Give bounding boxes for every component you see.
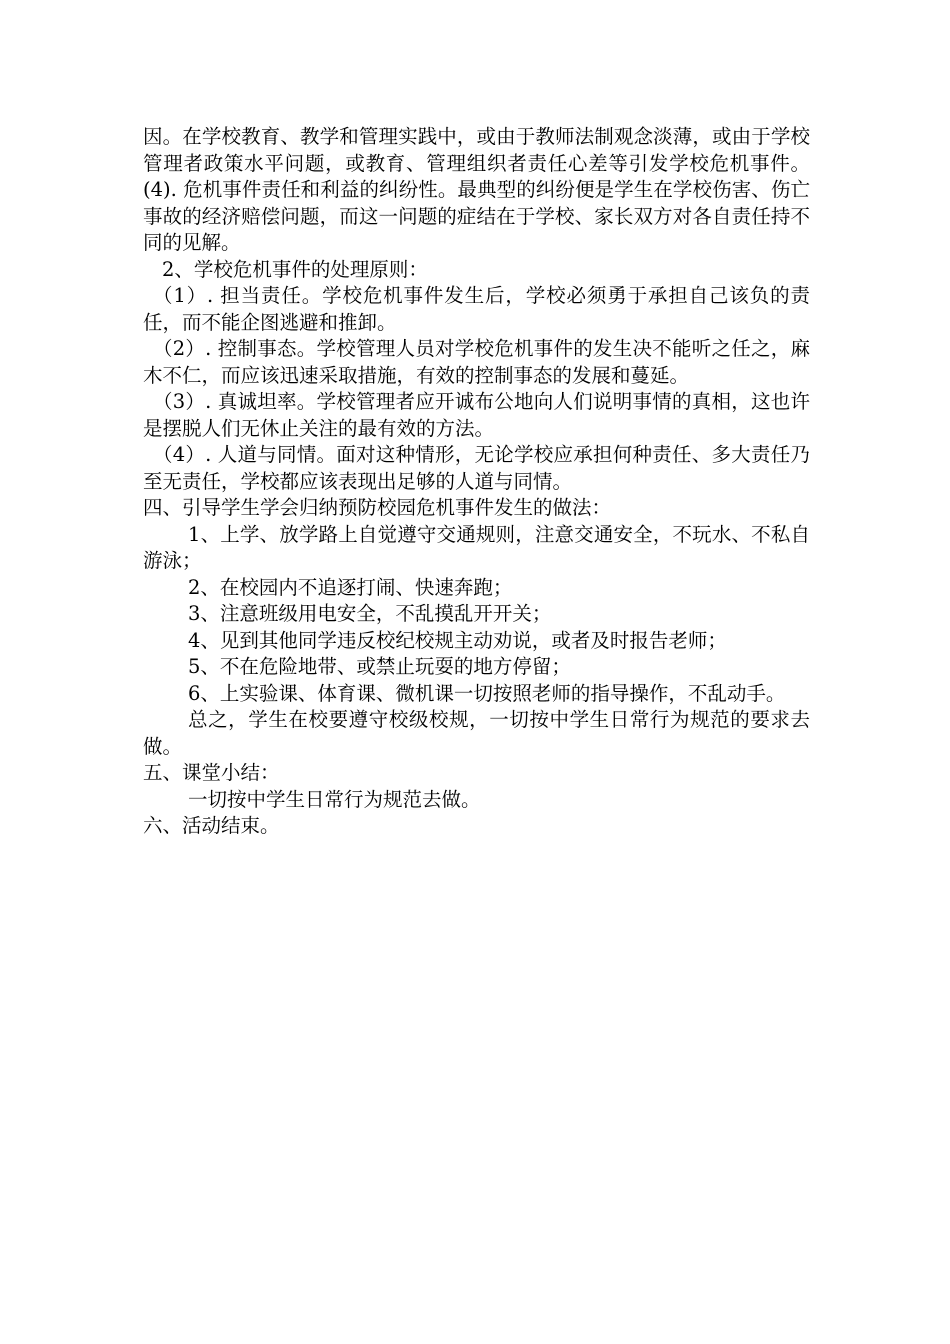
section-heading-four: 四、引导学生学会归纳预防校园危机事件发生的做法：	[143, 496, 612, 519]
list-item-2: 2、在校园内不追逐打闹、快速奔跑；	[188, 575, 513, 599]
list-item-4: 4、见到其他同学违反校纪校规主动劝说，或者及时报告老师；	[188, 628, 727, 652]
list-item-3: 3、注意班级用电安全，不乱摸乱开开关；	[188, 602, 552, 625]
paragraph-principle-2: （2）. 控制事态。学校管理人员对学校危机事件的发生决不能听之任之，麻木不仁，而应该迅速采取措施，有效的控制事态的发展和蔓延。	[143, 337, 810, 387]
list-item-6: 6、上实验课、体育课、微机课一切按照老师的指导操作，不乱动手。	[188, 681, 786, 705]
document-body	[143, 124, 810, 840]
paragraph-causes-continued: 因。在学校教育、教学和管理实践中，或由于教师法制观念淡薄，或由于学校管理者政策水平问题，或教育、管理组织者责任心差等引发学校危机事件。(4). 危机事件责任和利益的纠纷性。最典型的纠纷便是学生在学校伤害、伤亡事故的经济赔偿问题，而这一问题的症结在于学校、家长双方对各自责任持不同的见解。	[143, 125, 810, 254]
paragraph-lesson-summary: 一切按中学生日常行为规范去做。	[188, 787, 481, 811]
list-item-1: 1、上学、放学路上自觉遵守交通规则，注意交通安全，不玩水、不私自游泳；	[143, 522, 810, 572]
paragraph-summary: 总之，学生在校要遵守校级校规，一切按中学生日常行为规范的要求去做。	[143, 708, 810, 758]
paragraph-principle-1: （1）. 担当责任。学校危机事件发生后，学校必须勇于承担自己该负的责任，而不能企图逃避和推卸。	[143, 284, 810, 334]
section-heading-six: 六、活动结束。	[143, 814, 280, 837]
list-item-5: 5、不在危险地带、或禁止玩耍的地方停留；	[188, 655, 571, 678]
paragraph-principle-4: （4）. 人道与同情。面对这种情形，无论学校应承担何种责任、多大责任乃至无责任，学校都应该表现出足够的人道与同情。	[143, 443, 810, 493]
section-heading-five: 五、课堂小结：	[143, 761, 280, 784]
paragraph-principles-heading: 2、学校危机事件的处理原则：	[162, 257, 428, 281]
paragraph-principle-3: （3）. 真诚坦率。学校管理者应开诚布公地向人们说明事情的真相，这也许是摆脱人们无休止关注的最有效的方法。	[143, 390, 810, 440]
